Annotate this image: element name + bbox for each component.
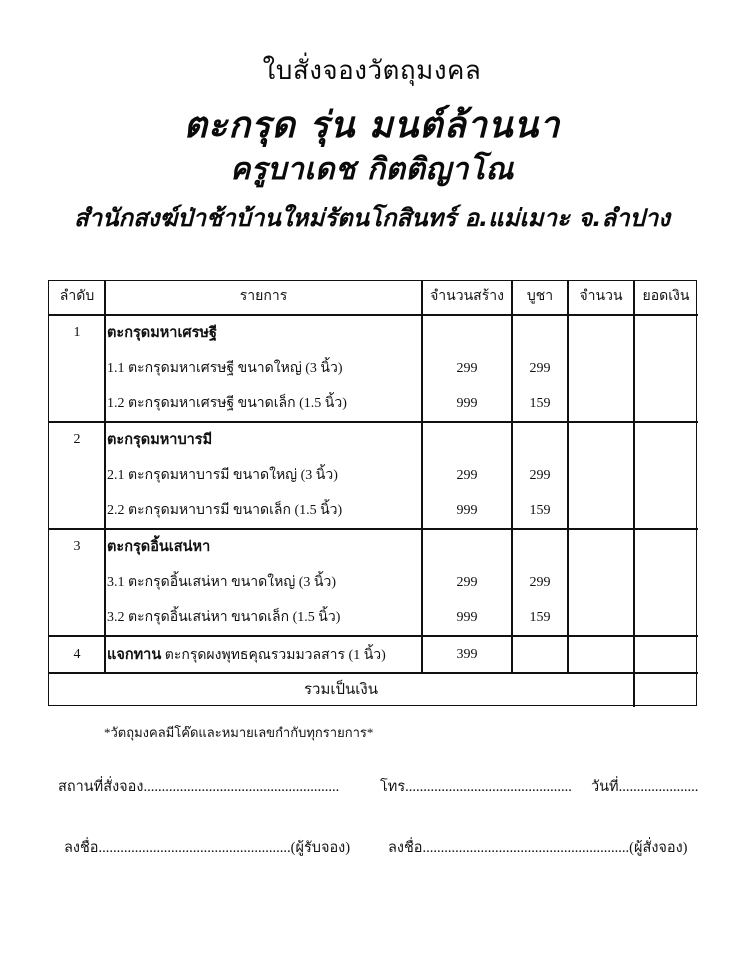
orderer-signature-field[interactable]: ลงชื่อ.........................................................(ผู้สั่งจอง) — [388, 840, 688, 856]
item-label: 1.1 ตะกรุดมหาเศรษฐี ขนาดใหญ่ (3 นิ้ว) — [107, 361, 343, 376]
order-table — [48, 280, 697, 706]
item-label: 2.1 ตะกรุดมหาบารมี ขนาดใหญ่ (3 นิ้ว) — [107, 468, 338, 483]
amulet-series-title: ตะกรุด รุ่น มนต์ล้านนา — [183, 105, 561, 146]
item-produced: 299 — [456, 575, 478, 590]
col-header-no: ลำดับ — [59, 289, 95, 304]
form-title: ใบสั่งจองวัตถุมงคล — [262, 56, 482, 86]
item-label: 3.1 ตะกรุดอิ้นเสน่หา ขนาดใหญ่ (3 นิ้ว) — [107, 575, 337, 590]
code-note: *วัตถุมงคลมีโค๊ดและหมายเลขกำกับทุกรายการ* — [104, 725, 374, 740]
col-header-qty: จำนวน — [579, 289, 623, 304]
date-field[interactable]: วันที่...................... — [591, 779, 699, 795]
giveaway-item: ตะกรุดผงพุทธคุณรวมมวลสาร (1 นิ้ว) — [161, 648, 386, 663]
giveaway-number: 4 — [73, 647, 81, 662]
item-price: 159 — [529, 610, 551, 625]
item-produced: 999 — [456, 610, 478, 625]
item-produced: 999 — [456, 503, 478, 518]
group-number: 1 — [73, 325, 81, 340]
row-divider — [49, 314, 698, 316]
giveaway-prefix: แจกทาน — [107, 647, 162, 663]
temple-address: สำนักสงฆ์ป่าช้าบ้านใหม่รัตนโกสินทร์ อ.แม่เมาะ จ.ลำปาง — [74, 204, 670, 232]
item-produced: 299 — [456, 468, 478, 483]
col-header-price: บูชา — [526, 289, 554, 304]
group-title: ตะกรุดอิ้นเสน่หา — [107, 539, 211, 555]
row-divider — [49, 528, 698, 530]
monk-name: ครูบาเดช กิตติญาโณ — [230, 152, 514, 187]
item-label: 1.2 ตะกรุดมหาเศรษฐี ขนาดเล็ก (1.5 นิ้ว) — [107, 396, 347, 411]
group-number: 2 — [73, 432, 81, 447]
item-label: 3.2 ตะกรุดอิ้นเสน่หา ขนาดเล็ก (1.5 นิ้ว) — [107, 610, 341, 625]
giveaway-produced: 399 — [456, 647, 478, 662]
receiver-signature-field[interactable]: ลงชื่อ.....................................................(ผู้รับจอง) — [64, 840, 351, 856]
item-produced: 299 — [456, 361, 478, 376]
col-divider — [633, 281, 635, 707]
row-divider — [49, 421, 698, 423]
item-price: 159 — [529, 396, 551, 411]
giveaway-label — [107, 646, 386, 665]
col-header-amount: ยอดเงิน — [642, 289, 690, 304]
item-price: 299 — [529, 361, 551, 376]
row-divider — [49, 635, 698, 637]
phone-field[interactable]: โทร.............................................. — [380, 779, 572, 795]
item-label: 2.2 ตะกรุดมหาบารมี ขนาดเล็ก (1.5 นิ้ว) — [107, 503, 343, 518]
group-title: ตะกรุดมหาบารมี — [107, 432, 213, 448]
item-price: 299 — [529, 575, 551, 590]
row-divider — [49, 672, 698, 674]
group-title: ตะกรุดมหาเศรษฐี — [107, 325, 217, 341]
item-produced: 999 — [456, 396, 478, 411]
order-place-field[interactable]: สถานที่สั่งจอง...................................................... — [58, 779, 340, 795]
item-price: 159 — [529, 503, 551, 518]
item-price: 299 — [529, 468, 551, 483]
col-header-produced: จำนวนสร้าง — [430, 289, 504, 304]
total-value[interactable] — [634, 681, 698, 699]
col-header-item: รายการ — [239, 289, 288, 304]
group-number: 3 — [73, 539, 81, 554]
total-label: รวมเป็นเงิน — [304, 682, 378, 698]
